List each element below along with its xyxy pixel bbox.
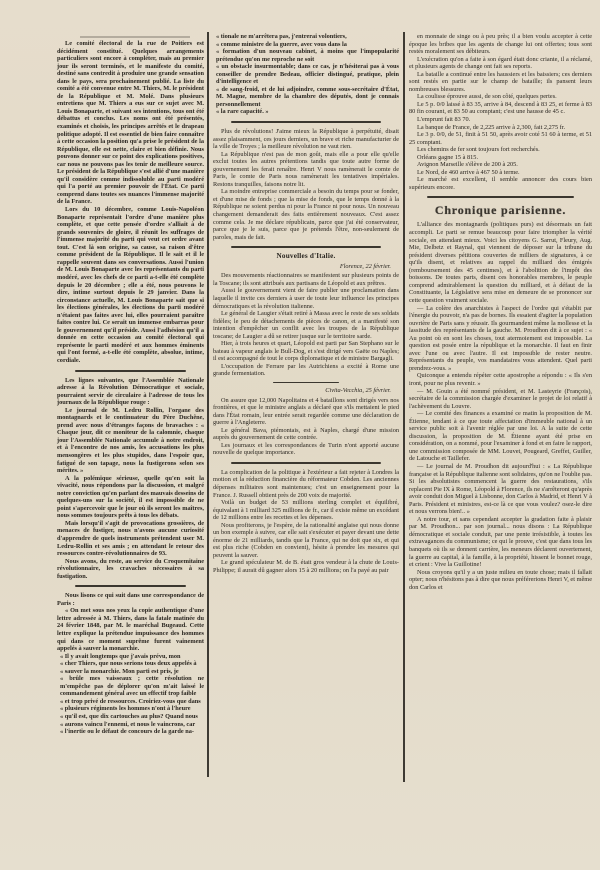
article-paragraph: Voilà un budget de 53 millions sterling complet et équilibré, équivalant à 1 milliard 325 millions de fr., car il existe même un excédant de 12 millions entre les recettes et les dépenses.: [213, 499, 399, 522]
quote-line: « comme ministre de la guerre, avec vous dans la: [216, 40, 347, 48]
bourse-paragraph: Orléans gagne 15 à 815.: [417, 153, 479, 161]
quote-line: « sauver la monarchie. Mon parti est pris, je: [60, 667, 179, 675]
quote-line: « tionale ne m'arrêtera pas, j'entrerai volontiers,: [216, 33, 347, 40]
article-paragraph: Nous profiterons, je l'espère, de la rationalité anglaise qui nous donne un bon exemple à suivre, car elle sait s'exécuter et payer devant une dette énorme de 21 milliards, tandis que la France, qui ne doit que six, et qui est plus riche (Cobden en convient), hésite à prendre les mesures qui peuvent la sauver.: [213, 521, 399, 559]
bourse-paragraph: L'exécration qu'on a faite à son égard était donc criante, il a réclamé, et plusieurs agents de change ont fait ses reports.: [409, 55, 592, 71]
article-paragraph: Les lignes suivantes, que l'Assemblée Nationale adresse à la Révolution Démocratique et sociale, pourraient servir de circulaire à l'adresse de tous les journaux de la République rouge :: [57, 376, 204, 407]
separator-rule: [427, 196, 574, 198]
letter-quote: [57, 653, 204, 736]
letter-quote-continued: [213, 33, 399, 116]
bourse-paragraph: en monnaie de singe ou à peu près; il a bien voulu accepter à cette époque les bribes que les agents de change lui ont offertes; tous sont restés moralement ses débiteurs.: [409, 33, 592, 56]
bourse-paragraph: Le 3 p. 0/0, de 51, finit à 51 50, après avoir coté 51 60 à terme, et 51 25 comptant.: [409, 131, 592, 146]
article-paragraph: L'occupation de Ferrare par les Autrichiens a excité à Rome une grande fermentation.: [213, 362, 399, 378]
bourse-paragraph: Le marché est excellent, il semble annoncer des cours bien supérieurs encore.: [409, 176, 592, 191]
separator-rule: [75, 585, 186, 587]
separator-rule: [231, 246, 381, 248]
quote-line: « l'inertie ou le défaut de concours de la garde na-: [60, 728, 194, 736]
article-paragraph: Nous lisons ce qui suit dans une correspondance de Paris :: [57, 592, 204, 607]
quote-line: « formation d'un nouveau cabinet, à moins que l'impopularité prétendue qu'on me reproche ne soit: [216, 48, 399, 63]
article-paragraph: Le comité électoral de la rue de Poitiers est décidément constitué. Quelques arrangements particuliers sont encore à compléter, mais au premier jour ils seront terminés, et le manifeste du comité, destiné sans contredit à produire une grande sensation dans le pays, sera prochainement publié. La liste du comité a été convenue entre M. Thiers, M. le président de la République et M. Molé. Dans plusieurs entretiens que M. Thiers a eus sur ce sujet avec M. Louis Bonaparte, et suivant ses intentions, tous ont été débattus et conclus. Les noms ont été présentés, examinés et choisis, les principes arrêtés et le drapeau politique adopté. Il est essentiel de bien faire connaître à cette occasion la position qu'a prise le président de la République, elle est nette, claire et bien définie. Nous pouvons donner sur ce point des explications positives, car nous ne pouvons pas les tenir de meilleure source. Le président de la République s'est allié d'une manière qu'il considère comme indissoluble au parti modéré qui l'a porté au premier pouvoir de l'État. Ce parti comprend dans toutes ses nuances l'immense majorité de la France.: [57, 40, 204, 206]
quote-line: « de sang-froid, et de lui adjoindre, comme sous-secrétaire d'État, M. Magne, membre de la chambre des députés, dont je connais personnellement: [216, 85, 399, 108]
bourse-paragraph: L'emprunt fait 83 70.: [417, 116, 471, 124]
article-paragraph: Mais lorsqu'il s'agit de provocations grossières, de menaces de fustiger, nous n'avons aucune curiosité d'apprendre de quels instruments prétendent user M. Ledru-Rollin et ses amis ; en attendant le retour des ressources contre-révolutionnaires de 93.: [57, 519, 204, 558]
column-divider-1: [207, 32, 209, 777]
article-paragraph: La République n'est pas de mon goût, mais elle a pour elle qu'elle exclut toutes les autres prétentions tandis que toute autre forme de gouvernement les ferait renaître. Henri V nous ramènerait le comte de Paris, le comte de Paris nous ramènerait les tentatives impériales. Restons tranquilles, faisons notre lit.: [213, 150, 399, 188]
article-paragraph: Le général de Laugier s'était retiré à Massa avec le reste de ses soldats fidèles; le peu de détachements de pièces de canon, et a manifesté son intention d'empêcher un conflit avec les troupes de la République toscane; de Laugier a dû se retirer jusque sur le territoire sarde.: [213, 310, 399, 340]
quote-line: « cher Thiers, que nous serions tous deux appelés à: [60, 660, 197, 668]
section-title-italie: Nouvelles d'Italie.: [276, 252, 336, 261]
article-paragraph: Le général Bava, piémontais, est à Naples, chargé d'une mission auprès du gouvernement de cette contrée.: [213, 426, 399, 442]
article-paragraph: Nous avons, du reste, au service du Croquemitaine révolutionnaire, les cravaches nécessaires à sa fustigation.: [57, 557, 204, 580]
article-paragraph: « On met sous nos yeux la copie authentique d'une lettre adressée à M. Thiers, dans la fatale matinée du 24 février 1848, par M. le maréchal Bugeaud. Cette lettre explique la prétendue impuissance des hommes qui dans ce moment suprême furent vainement appelés à sauver la monarchie.: [57, 607, 204, 653]
quote-line: « et trop privé de ressources. Croiriez-vous que dans: [60, 697, 201, 705]
dateline: Florence, 22 février.: [339, 262, 391, 270]
article-paragraph: Lors du 10 décembre, comme Louis-Napoléon Bonaparte représentait l'ordre d'une manière plus complète, et que cette pensée d'ordre s'alliait à de grands souvenirs de gloire, il réunit les suffrages de l'immense majorité du parti qui veut cet ordre avant tout. C'est là son origine, sa cause, sa raison d'être comme président de la République. Il le sait et il le rappelle souvent dans ses conversations. Aussi l'union de M. Louis Bonaparte avec les représentants du parti modéré, avec les chefs de ce parti a-t-elle été complète depuis le 20 décembre ; elle a été, nous pouvons le dire, intime surtout depuis le 29 janvier. Dans la circonstance actuelle, M. Louis Bonaparte sait que si les élections générales, les élections du parti modéré n'étaient pas faites avec lui, elles pourraient paraître faites contre lui. Ce serait un immense embarras pour le gouvernement qu'il préside. Aussi l'adhésion qu'il a donnée en cette occasion au comité électoral qui représente le parti modéré et aux hommes éminents qui l'ont formé, a-t-elle été complète, absolue, intime, cordiale.: [57, 206, 204, 364]
section-title-chronique: Chronique parisienne.: [434, 203, 567, 218]
chronique-paragraph: Quiconque a entendu répéter cette apostrophe a répondu : « Ils s'en iront, pour ne plus revenir. »: [409, 372, 592, 387]
article-paragraph: Aussi le gouvernement vient de faire publier une proclamation dans laquelle il invite ces derniers à user de toute leur influence les principes démocratiques et la révolution italienne.: [213, 287, 399, 310]
article-paragraph: La moindre entreprise commerciale a besoin du temps pour se fonder, et d'une mise de fonds ; que la mise de fonds, que le temps donné à la République ne soient perdus ni pour la France ni pour nous. Un nouveau changement demanderait des faits entièrement nouveaux. C'est assez comme cela. Je me déclare républicain, parce que j'ai été conservateur, parce que je le suis, parce que je prétends l'être, non-seulement de paroles, mais de fait.: [213, 188, 399, 241]
quote-line: « plusieurs régiments les hommes n'ont à l'heure: [60, 705, 191, 713]
article-paragraph: Plus de révolutions! J'aime mieux la République à perpétuité, disait assez plaisamment, ces jours derniers, un brave et riche manufacturier de la ville de Troyes ; la meilleure révolution ne vaut rien.: [213, 128, 399, 151]
article-paragraph: On assure que 12,000 Napolitains et 4 bataillons sont dirigés vers nos frontières, et que le ministre anglais a déclaré que s'ils mettaient le pied dans l'État romain, leur entrée serait regardée comme une déclaration de guerre à l'Angleterre.: [213, 396, 399, 427]
dateline: Civita-Vecchia, 25 février.: [325, 386, 391, 394]
article-paragraph: La complication de la politique à l'extérieur a fait rejeter à Londres la motion et la réduction financière du réformateur Cobden. Les anciennes dépenses militaires sont maintenues; c'est un enseignement pour la France. J. Russell obtient près de 200 voix de majorité.: [213, 468, 399, 499]
quote-line: « brûle mes vaisseaux ; cette résolution ne m'empêche pas de déplorer qu'on m'ait laissé le commandement général avec un effectif trop faible: [60, 675, 204, 698]
column-3: [409, 33, 592, 591]
quote-line: « la rare capacité. »: [216, 108, 269, 116]
chronique-paragraph: — Le journal de M. Proudhon dit aujourd'hui : « La République française et la République italienne sont solidaires, qu'on ne l'oublie pas. Si les absolutistes commencent la guerre des restaurations, s'ils replacent Pie IX à Rome, Léopold à Florence, ils ne s'arrêteront qu'après avoir conduit don Miguel à Lisbonne, don Carlos à Madrid, et Henri V à Paris. Président et ministres, est-ce là ce que vous voulez? osez-le dire et nous verrons bien!.. »: [409, 462, 592, 516]
separator-rule: [231, 462, 381, 464]
article-paragraph: Des mouvements réactionnaires se manifestent sur plusieurs points de la Toscane; ils sont attribués aux partisans de Léopold et aux prêtres.: [213, 272, 399, 287]
bourse-paragraph: Le Nord, de 460 arrive à 467 50 à terme.: [417, 168, 520, 176]
separator-rule: [75, 370, 186, 372]
column-2: [213, 33, 399, 575]
quote-line: « qu'il est, que dix cartouches au plus? Quand nous: [60, 713, 198, 721]
chronique-paragraph: Nous croyons qu'il y a un juste milieu en toute chose; mais il fallait opter; nous n'hésitons pas à dire que nous préférerions Henri V, et même don Carlos et: [409, 568, 592, 591]
bourse-paragraph: La banque de France, de 2,225 arrive à 2,300, fait 2,275 fr.: [417, 123, 566, 131]
chronique-paragraph: — Le comité des finances a examiné ce matin la proposition de M. Étienne, tendant à ce que toute affectation d'immeuble national à un service public soit à l'avenir réglée par une loi. A la suite de cette discussion, la proposition de M. Étienne ayant été prise en considération, on a nommé, pour l'examiner à fond et en faire le rapport, une commission composée de MM. Louvet, Pougeard, Greffet, Guiller, de Latouche et Taillefer.: [409, 410, 592, 463]
bourse-paragraph: La coulisse éprouve aussi, de son côté, quelques pertes.: [417, 93, 557, 101]
bourse-paragraph: Avignon Marseille s'élève de 200 à 205.: [417, 161, 518, 169]
header-ghost: [80, 28, 190, 38]
article-paragraph: Hier, à trois heures et quart, Léopold est parti par San Stephano sur le bateau à vapeur anglais le Bull-Dog, et s'est dirigé vers Gaëte ou Naples; il est accompagné de tout le corps diplomatique et de ministre Bargagli.: [213, 340, 399, 363]
bourse-paragraph: Les chemins de fer sont toujours fort recherchés.: [417, 146, 540, 154]
quote-line: « Il y avait longtemps que j'avais prévu, mon: [60, 652, 181, 660]
article-paragraph: Les journaux et les correspondances de Turin n'ont apporté aucune nouvelle de quelque importance.: [213, 441, 399, 457]
column-divider-2: [403, 32, 405, 782]
separator-rule: [273, 382, 339, 383]
chronique-paragraph: — M. Gouin a été nommé président, et M. Lasteyrie (François), secrétaire de la commission chargée d'examiner le projet de loi relatif à l'achèvement du Louvre.: [409, 387, 592, 410]
chronique-paragraph: — La colère des anarchistes à l'aspect de l'ordre qui s'établit par l'énergie du pouvoir, n'a pas de bornes. Ils essaient d'agiter la population ouvrière de Paris sans y réussir. Ils gourmandent même la mollesse et la lassitude des représentants de la gauche. M. Proudhon dit à ce sujet : « Au point où en sont les choses, tout atermoiement est impossible. La question est posée entre la république et la monarchie. Il faut en finir avec l'une ou avec l'autre. Il est impossible de rester neutre. Représentants du peuple, vos mandataires vous attendent. Quel parti prendrez-vous. »: [409, 304, 592, 372]
article-paragraph: Le grand spéculateur M. de B. était gros vendeur à la chute de Louis-Philippe; il aurait dû gagner alors 15 à 20 millions; on l'a payé au pair: [213, 559, 399, 574]
article-paragraph: Le journal de M. Ledru Rollin, l'organe des montagnards et le continuateur du Père Duchêne, prend avec nous d'étranges façons de bravaches : « Chaque jour, dit ce moniteur de la calomnie, chaque jour l'Assemblée Nationale accumule à notre endroit, et à l'encontre de nos amis, les accusations les plus mensongères et les plus stupides, dans l'espoir que, fatigué de son tapage, nous la fustigerons selon ses mérites. »: [57, 406, 204, 475]
bourse-paragraph: La bataille a continué entre les haussiers et les baissiers; ces derniers sont restés en partie sur le champ de bataille; ils pansent leurs nombreuses blessures.: [409, 70, 592, 93]
separator-rule: [231, 121, 381, 123]
article-paragraph: A la polémique sérieuse, quelle qu'en soit la vivacité, nous répondons par la discussion, et malgré notre conviction qu'en parlant des mauvais desseins de quelques-uns sur la société, il est impossible de ne point s'apercevoir que le jour où ils seront les maîtres, nous sommes toujours prêts à tous les débats.: [57, 474, 205, 520]
chronique-paragraph: L'alliance des montagnards (politiques purs) est désormais un fait accompli. Le parti se remue beaucoup pour faire triompher la vérité sociale, en attendant mieux. Voici les citoyens G. Sarrut, Fleury, Aug. Mie, Delbetz et Raynal, qui viennent de déposer sur la tribune du président diverses pétitions couvertes de milliers de signatures, à ce qu'ils disent, et relatives au rappel du milliard des émigrés (remboursement des 45 centimes), et à l'abolition de l'impôt des boissons. De toutes parts, disent ces honorables membres, le peuple comprend admirablement la question du milliard, et à défaut de la Constituante, la Législative sera mise en demeure de se prononcer sur cette question vraiment sociale.: [409, 221, 592, 304]
quote-line: « un obstacle insurmontable; dans ce cas, je n'hésiterai pas à vous conseiller de prendre Bedeau, officier distingué, pratique, plein d'intelligence et: [216, 63, 399, 86]
bourse-paragraph: Le 5 p. 0/0 laissé à 83 35, arrive à 84, descend à 83 25, et ferme à 83 80 fin courant, et 83 50 au comptant; c'est une hausse de 45 c.: [409, 100, 592, 116]
chronique-paragraph: A notre tour, et sans cependant accepter la gradation faite à plaisir par M. Proudhon... par son journal... nous disons : La République démocratique et sociale conduit, par une pente irrésistible, à toutes les extravagances du communisme; ce qui le prouve, c'est que dans tous les banquets où ils se donnent carrière, les meneurs déclarent ouvertement, la guerre au capital, à la famille, à la propriété, hissent le bonnet rouge, et crient : Vive la Guillotine!: [409, 515, 592, 569]
quote-line: « aurons vaincu l'ennemi, et nous le vaincrons, car: [60, 720, 196, 728]
column-1: [57, 40, 204, 736]
